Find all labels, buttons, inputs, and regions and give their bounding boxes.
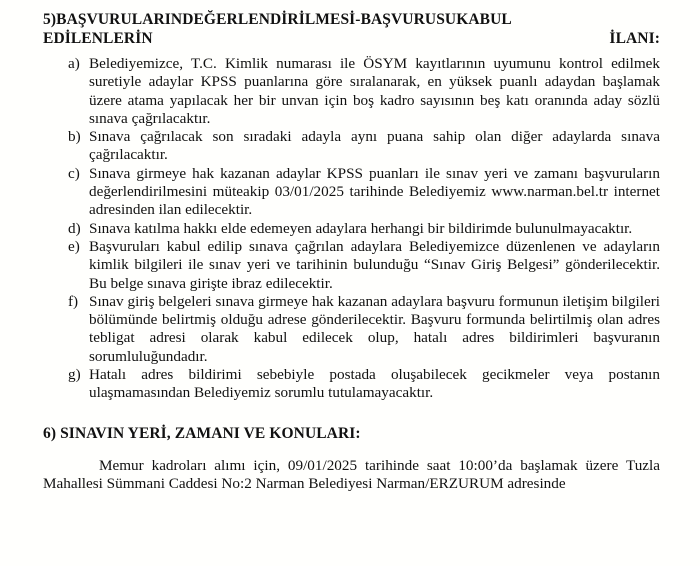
spacer [43, 443, 660, 457]
list-item [68, 220, 660, 238]
provisions-list [43, 55, 660, 403]
list-item-text: Başvuruları kabul edilip sınava çağrılan adaylara Belediyemizce düzenlenen ve adayların kimlik bilgileri ile sınav yeri ve tarihinin bulunduğu “Sınav Giriş Belgesi” gönderilecektir. Bu belge sınava girişte ibraz edilecektir. [89, 237, 660, 292]
list-item-marker: c) [68, 164, 80, 182]
list-item-text: Belediyemizce, T.C. Kimlik numarası ile ÖSYM kayıtlarının uyumunu kontrol edilmek suretiyle adaylar KPSS puanlarına göre sıralanarak, en yüksek puanlı adaydan başlamak üzere atama yapılacak her bir unvan için boş kadro sayısının beş katı oranında aday sözlü sınava çağrılacaktır. [89, 55, 660, 127]
section-5-title-part-2: DEĞERLENDİRİLMESİ-BAŞVURUSU [182, 11, 457, 28]
list-item [68, 238, 660, 293]
section-5-heading-line-1 [43, 10, 660, 29]
section-5-heading-line-2: EDİLENLERİN İLANI: [43, 30, 660, 47]
list-item-text: Sınava katılma hakkı elde edemeyen adaylara herhangi bir bildirimde bulunulmayacaktır. [89, 219, 633, 237]
list-item-marker: e) [68, 237, 80, 255]
spacer [43, 403, 660, 424]
list-item-marker: b) [68, 128, 81, 146]
list-item-text: Sınav giriş belgeleri sınava girmeye hak kazanan adaylara başvuru formunun iletişim bilgileri bölümünde belirtmiş olduğu adrese gönderilecektir. Başvuru formunda belirtilmiş olan adres tebligat adresi olarak kabul edilecek olup, hatalı adres bildirimleri başvuranın sorumluluğundadır. [89, 292, 660, 365]
section-6-paragraph: Memur kadroları alımı için, 09/01/2025 tarihinde saat 10:00’da başlamak üzere Tuzla Mahallesi Sümmani Caddesi No:2 Narman Belediyesi Narman/ERZURUM adresinde [43, 456, 660, 492]
list-item [68, 293, 660, 366]
list-item-marker: f) [68, 292, 79, 310]
list-item-marker: d) [68, 219, 81, 237]
section-5-heading [43, 10, 660, 48]
list-item-text: Sınava girmeye hak kazanan adaylar KPSS puanları ile sınav yeri ve zamanı başvuruların değerlendirilmesini müteakip 03/01/2025 tarihinde Belediyemiz www.narman.bel.tr internet adresinden ilan edilecektir. [89, 164, 660, 219]
section-5-number: 5) [43, 11, 57, 28]
list-item [68, 165, 660, 220]
list-item [68, 366, 660, 403]
section-5-title-part-1: BAŞVURULARIN [56, 11, 183, 28]
list-item-text: Sınava çağrılacak son sıradaki adayla aynı puana sahip olan diğer adaylarda sınava çağrılacaktır. [89, 128, 660, 164]
section-6-heading: 6) SINAVIN YERİ, ZAMANI VE KONULARI: [43, 424, 361, 442]
list-item [68, 128, 660, 165]
list-item [68, 55, 660, 128]
list-item-marker: a) [68, 55, 80, 72]
list-item-text: Hatalı adres bildirimi sebebiyle postada oluşabilecek gecikmeler veya postanın ulaşmamasından Belediyemiz sorumlu tutulamayacaktır. [89, 366, 660, 402]
section-5-title-part-3: KABUL [456, 11, 512, 28]
list-item-marker: g) [68, 366, 81, 384]
